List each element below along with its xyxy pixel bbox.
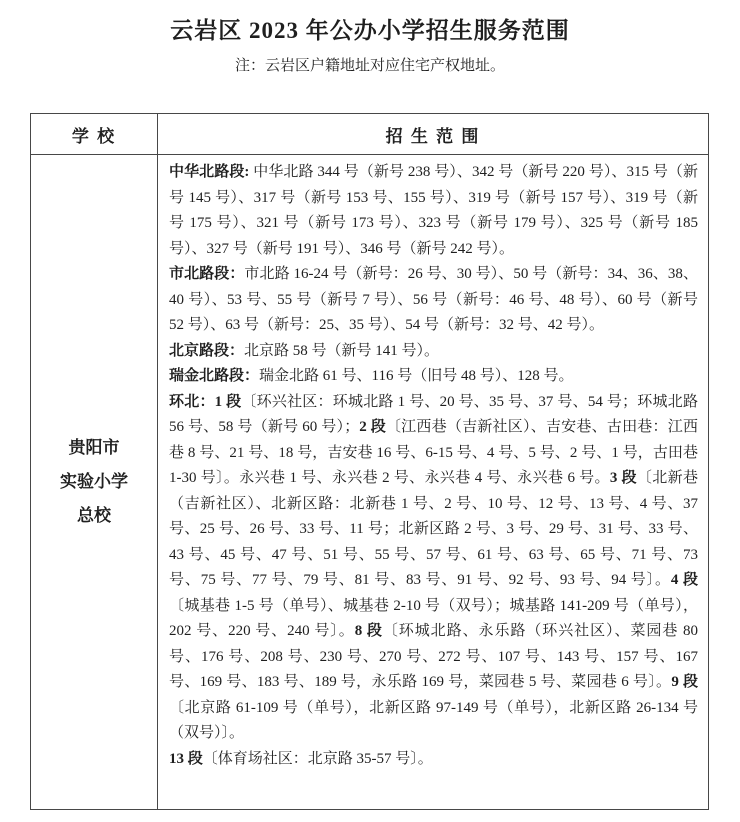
- scope-segment-label: 13 段: [169, 750, 203, 767]
- scope-paragraph: [169, 390, 698, 747]
- table-body: [31, 155, 709, 810]
- school-name-cell: [31, 155, 158, 810]
- table-header: [31, 114, 709, 155]
- scope-segment-text: 市北路 16-24 号（新号：26 号、30 号）、50 号（新号：34、36、38、40 号）、53 号、55 号（新号 7 号）、56 号（新号：46 号、48 号）、60 号（新号 52 号）、63 号（新号：25、35 号）、54 号（新号：32 号、42 号）。: [169, 266, 698, 333]
- scope-paragraph: [169, 262, 698, 339]
- scope-segment-text: 〔北京路 61-109 号（单号），北新区路 97-149 号（单号），北新区路 26-134 号（双号）〕。: [169, 699, 698, 741]
- scope-segment-label: 中华北路段:: [169, 164, 250, 180]
- header-row: [31, 114, 709, 155]
- scope-segment-label: 8 段: [354, 623, 383, 639]
- scope-segment-label: 市北路段：: [169, 266, 245, 282]
- school-name-line: 总校: [77, 506, 111, 525]
- scope-segment-text: 〔体育场社区：北京路 35-57 号〕。: [202, 750, 433, 767]
- enrollment-table: [30, 113, 709, 810]
- scope-segment-text: 〔环兴社区：环城北路 1 号、20 号、35 号、37 号、54 号；环城北路 56 号、58 号（新号 60 号）；: [169, 393, 698, 435]
- school-name-line: 贵阳市: [68, 438, 120, 457]
- scope-segment-text: 瑞金北路 61 号、116 号（旧号 48 号）、128 号。: [259, 368, 574, 384]
- scope-segment-label: 瑞金北路段：: [169, 368, 260, 384]
- scope-segment-label: 环北：1 段: [169, 393, 242, 410]
- scope-paragraph: [169, 339, 698, 365]
- column-header-school: 学 校: [31, 114, 158, 155]
- scope-paragraph: [169, 364, 698, 390]
- scope-segment-text: 〔城基巷 1-5 号（单号）、城基巷 2-10 号（双号）；城基路 141-209 号（单号），202 号、220 号、240 号〕。: [169, 597, 698, 639]
- table-row: [31, 155, 709, 810]
- scope-segment-text: 〔北新巷（吉新社区）、北新区路：北新巷 1 号、2 号、10 号、12 号、13 号、4 号、37 号、25 号、26 号、33 号、11 号；北新区路 2 号、3 号、29 号、31 号、33 号、43 号、45 号、47 号、51 号、55 号、57 号、61 号、63 号、65 号、71 号、73 号、75 号、77 号、79 号、81 号、83 号、91 号、92 号、93 号、94 号〕。: [169, 470, 698, 588]
- scope-segment-text: 〔江西巷（吉新社区）、吉安巷、古田巷：江西巷 8 号、21 号、18 号，吉安巷 16 号、6-15 号、4 号、5 号、2 号、1 号，古田巷 1-30 号〕。永兴巷 1 号、永兴巷 2 号、永兴巷 4 号、永兴巷 6 号。: [169, 419, 698, 486]
- scope-segment-label: 4 段: [670, 572, 698, 588]
- scope-segment-label: 9 段: [671, 674, 698, 690]
- scope-segment-text: 〔环城北路、永乐路（环兴社区）、菜园巷 80 号、176 号、208 号、230 号、270 号、272 号、107 号、143 号、157 号、167 号、169 号、183 号、189 号，永乐路 169 号，菜园巷 5 号、菜园巷 6 号〕。: [169, 623, 698, 690]
- scope-paragraph: [169, 747, 698, 773]
- scope-cell: [158, 155, 709, 810]
- column-header-scope: 招 生 范 围: [158, 114, 709, 155]
- scope-paragraph: [169, 160, 698, 262]
- scope-segment-text: 北京路 58 号（新号 141 号）。: [244, 342, 440, 359]
- scope-segment-text: 中华北路 344 号（新号 238 号）、342 号（新号 220 号）、315 号（新号 145 号）、317 号（新号 153 号、155 号）、319 号（新号 157 号）、319 号（新号 175 号）、321 号（新号 173 号）、323 号（新号 179 号）、325 号（新号 185 号）、327 号（新号 191 号）、346 号（新号 242 号）。: [169, 164, 698, 257]
- scope-segment-label: 北京路段：: [169, 342, 245, 359]
- page-title: 云岩区 2023 年公办小学招生服务范围: [170, 18, 570, 43]
- school-name-line: 实验小学: [60, 472, 128, 491]
- scope-segment-label: 2 段: [359, 419, 386, 435]
- scope-segment-label: 3 段: [609, 470, 637, 486]
- note-text: 注：云岩区户籍地址对应住宅产权地址。: [234, 58, 505, 74]
